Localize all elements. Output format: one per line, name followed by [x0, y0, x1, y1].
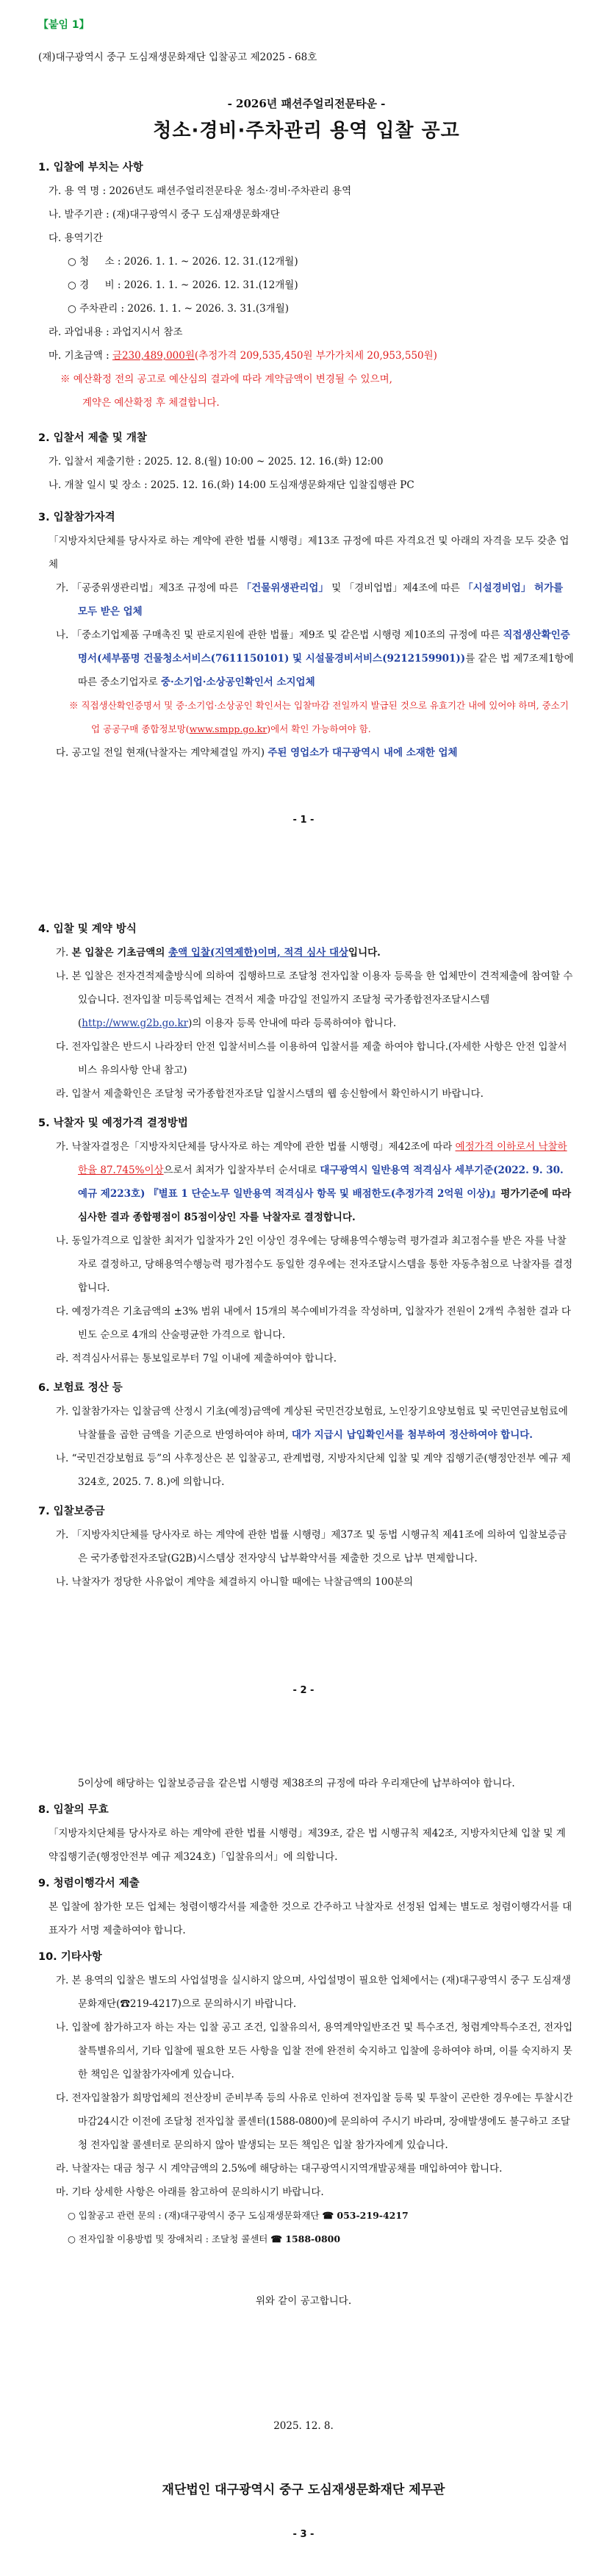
s10-contact-2-label: ○ 전자입찰 이용방법 및 장애처리 : 조달청 콜센터	[68, 2233, 271, 2244]
s10-item-na: 나. 입찰에 참가하고자 하는 자는 입찰 공고 조건, 입찰유의서, 용역계약일반조건 및 특수조건, 청렴계약특수조건, 전자입찰특별유의서, 기타 입찰에 필요한 모든 사항을 입찰 전에 완전히 숙지하고 입찰에 응하여야 하며, 이를 숙지하지 못한 책임은 입찰참가자에게 있습니다.	[56, 2022, 573, 2081]
s1-base-amount-detail: (추정가격 209,535,450원 부가가치세 20,953,550원)	[194, 350, 437, 362]
s3-ga-highlight-1: 「건물위생관리업」	[241, 582, 328, 594]
s3-item-da	[38, 741, 575, 765]
s1-base-amount-label: 마. 기초금액 :	[49, 350, 112, 362]
notice-title: 청소·경비·주차관리 용역 입찰 공고	[153, 120, 460, 142]
s10-item-da: 다. 전자입찰참가 희망업체의 전산장비 준비부족 등의 사유로 인하여 전자입찰 등록 및 투찰이 곤란한 경우에는 투찰시간 마감24시간 이전에 조달청 전자입찰 콜센터(1588-0800)에 문의하여 주시기 바라며, 장애발생에도 불구하고 조달청 전자입찰 콜센터로 문의하지 않아 발생되는 모든 책임은 입찰 참가자에게 있습니다.	[56, 2092, 573, 2151]
s3-na-text: 나. 「중소기업제품 구매촉진 및 판로지원에 관한 법률」제9조 및 같은법 시행령 제10조의 규정에 따른	[56, 629, 503, 641]
s9-body: 본 입찰에 참가한 모든 업체는 청렴이행각서를 제출한 것으로 간주하고 낙찰자로 선정된 업체는 별도로 청렴이행각서를 대표자가 서명 제출하여야 합니다.	[49, 1901, 572, 1936]
section-3-heading: 3. 입찰참가자격	[38, 512, 115, 523]
s5-ga-criteria: 대구광역시 일반용역 적격심사 세부기준(2022. 9. 30. 예규 제223호) 『별표 1 단순노무 일반용역 적격심사 항목 및 배점한도(추정가격 2억원 이상)』	[78, 1164, 564, 1200]
page-3	[0, 1742, 607, 2576]
section-4-heading: 4. 입찰 및 계약 방식	[38, 923, 137, 935]
s5-item-ga	[38, 1135, 575, 1229]
section-9-heading: 9. 청렴이행각서 제출	[38, 1878, 140, 1889]
page-3-content	[38, 1772, 575, 2251]
s4-item-ga	[38, 941, 575, 965]
s5-ga-text-2: 으로서 최저가 입찰자부터 순서대로	[163, 1164, 320, 1176]
section-7-heading: 7. 입찰보증금	[38, 1506, 105, 1517]
s4-ga-bold: 본 입찰은 기초금액의	[71, 947, 169, 959]
s10-ga-text-2: )으로 문의하시기 바랍니다.	[177, 1998, 297, 2010]
s3-intro: 「지방자치단체를 당사자로 하는 계약에 관한 법률 시행령」제13조 규정에 따른 자격요건 및 아래의 자격을 모두 갖춘 업체	[49, 535, 570, 570]
s4-na-text: 나. 본 입찰은 전자견적제출방식에 의하여 집행하므로 조달청 전자입찰 이용자 등록을 한 업체만이 견적제출에 참여할 수 있습니다. 전자입찰 미등록업체는 견적서 제출 마감일 전일까지 조달청 국가종합전자조달시스템(	[56, 970, 573, 1029]
s2-opening: 나. 개찰 일시 및 장소 : 2025. 12. 16.(화) 14:00 도심재생문화재단 입찰집행관 PC	[49, 479, 414, 491]
s5-ga-text: 가. 낙찰자결정은「지방자치단체를 당사자로 하는 계약에 관한 법률 시행령」제42조에 따라	[56, 1141, 456, 1153]
s3-note-link[interactable]: www.smpp.go.kr	[189, 723, 267, 734]
closing-date: 2025. 12. 8.	[273, 2420, 334, 2432]
s6-item-ga	[38, 1400, 575, 1447]
s7-item-ga: 가. 「지방자치단체를 당사자로 하는 계약에 관한 법률 시행령」제37조 및 동법 시행규칙 제41조에 의하여 입찰보증금은 국가종합전자조달(G2B)시스템상 전자양식 납부확약서를 제출한 것으로 납부 면제합니다.	[56, 1529, 567, 1564]
s3-item-ga	[38, 576, 575, 623]
s3-ga-text: 가. 「공중위생관리법」제3조 규정에 따른	[56, 582, 242, 594]
s10-contact-1-phone: ☎ 053-219-4217	[322, 2210, 409, 2221]
s1-base-amount-value: 금230,489,000원	[112, 350, 195, 362]
s1-note-line2: 계약은 예산확정 후 체결합니다.	[82, 397, 220, 409]
s4-ga-highlight: 총액 입찰(지역제한)이며, 적격 심사 대상	[168, 947, 349, 959]
page-number-2: - 2 -	[292, 1685, 315, 1696]
page-2	[0, 867, 607, 1742]
s3-ga-text-2: 및 「경비업법」제4조에 따른	[328, 582, 464, 594]
s4-na-link[interactable]: http://www.g2b.go.kr	[82, 1017, 189, 1029]
s5-ga-rate: 예정가격 이하로서 낙찰하한율 87.745%이상	[78, 1141, 567, 1176]
attachment-tag: 【붙임 1】	[38, 19, 90, 31]
s4-item-da: 다. 전자입찰은 반드시 나라장터 안전 입찰서비스를 이용하여 입찰서를 제출 하여야 합니다.(자세한 사항은 안전 입찰서비스 유의사항 안내 참고)	[56, 1041, 567, 1076]
s10-contact-1-label: ○ 입찰공고 관련 문의 : (재)대구광역시 중구 도심재생문화재단	[68, 2210, 323, 2221]
s1-task: 라. 과업내용 : 과업지시서 참조	[49, 326, 183, 338]
s3-da-highlight: 주된 영업소가 대구광역시 내에 소재한 업체	[267, 747, 458, 759]
issuer-signature: 재단법인 대구광역시 중구 도심재생문화재단 제무관	[162, 2483, 445, 2497]
s3-na-highlight-2: 중·소기업·소상공인확인서 소지업체	[160, 676, 315, 688]
s3-note-text-2: )에서 확인 가능하여야 함.	[267, 723, 371, 734]
s8-body: 「지방자치단체를 당사자로 하는 계약에 관한 법률 시행령」제39조, 같은 법 시행규칙 제42조, 지방자치단체 입찰 및 계약집행기준(행정안전부 예규 제324호)「입찰유의서」에 의합니다.	[49, 1828, 566, 1863]
s10-ga-phone: ☎219-4217	[120, 1998, 178, 2010]
page-1-content	[38, 13, 575, 765]
s10-contact-2-phone: ☎ 1588-0800	[270, 2233, 341, 2244]
closing-text: 위와 같이 공고합니다.	[255, 2295, 352, 2307]
page-2-content	[38, 917, 575, 1594]
s5-item-da: 다. 예정가격은 기초금액의 ±3% 범위 내에서 15개의 복수예비가격을 작성하며, 입찰자가 전원이 2개씩 추첨한 결과 다빈도 순으로 4개의 산술평균한 가격으로 합니다.	[56, 1306, 571, 1341]
section-8-heading: 8. 입찰의 무효	[38, 1804, 109, 1816]
s3-na-text-2: 를 같은 법 제7조제1항에 따른 중소기업자로	[78, 653, 574, 688]
notice-number: (재)대구광역시 중구 도심재생문화재단 입찰공고 제2025 - 68호	[38, 51, 317, 63]
section-1-heading: 1. 입찰에 부치는 사항	[38, 162, 143, 173]
s10-item-ma: 마. 기타 상세한 사항은 아래를 참고하여 문의하시기 바랍니다.	[56, 2186, 324, 2198]
section-10-heading: 10. 기타사항	[38, 1951, 102, 1963]
s7-item-na: 나. 낙찰자가 정당한 사유없이 계약을 체결하지 아니할 때에는 낙찰금액의 100분의	[56, 1576, 413, 1588]
s6-ga-highlight: 대가 지급시 납입확인서를 첨부하여 정산하여야 합니다.	[291, 1429, 534, 1441]
page-number-3: - 3 -	[292, 2529, 315, 2540]
s4-item-ra: 라. 입찰서 제출확인은 조달청 국가종합전자조달 입찰시스템의 웹 송신함에서 확인하시기 바랍니다.	[56, 1088, 484, 1100]
s1-period-label: 다. 용역기간	[49, 232, 103, 244]
s10-contact-1	[38, 2204, 575, 2228]
s10-contact-2	[38, 2228, 575, 2251]
s3-na-highlight: 직접생산확인증명서(세부품명 건물청소서비스(7611150101) 및 시설물경비서비스(9212159901))	[78, 629, 570, 665]
s7-item-na-continued: 5이상에 해당하는 입찰보증금을 같은법 시행령 제38조의 규정에 따라 우리재단에 납부하여야 합니다.	[78, 1778, 515, 1789]
s1-period-security: ○ 경 비 : 2026. 1. 1. ~ 2026. 12. 31.(12개월)	[68, 279, 298, 291]
section-2-heading: 2. 입찰서 제출 및 개찰	[38, 432, 147, 444]
s10-item-ra: 라. 낙찰자는 대금 청구 시 계약금액의 2.5%에 해당하는 대구광역시지역개발공채를 매입하여야 합니다.	[56, 2163, 503, 2175]
s1-service-name: 가. 용 역 명 : 2026년도 패션주얼리전문타운 청소·경비·주차관리 용역	[49, 185, 352, 197]
s6-item-na: 나. “국민건강보험료 등”의 사후정산은 본 입찰공고, 관계법령, 지방자치단체 입찰 및 계약 집행기준(행정안전부 예규 제324호, 2025. 7. 8.)에 의합니다.	[56, 1453, 571, 1488]
s10-item-ga	[38, 1969, 575, 2016]
section-5-heading: 5. 낙찰자 및 예정가격 결정방법	[38, 1117, 188, 1129]
s3-item-na	[38, 623, 575, 694]
s4-item-na	[38, 965, 575, 1035]
s5-item-ra: 라. 적격심사서류는 통보일로부터 7일 이내에 제출하여야 합니다.	[56, 1353, 337, 1364]
s3-note-text: ※ 직접생산확인증명서 및 중·소기업·소상공인 확인서는 입찰마감 전일까지 발급된 것으로 유효기간 내에 있어야 하며, 중소기업 공공구매 종합정보망(	[69, 700, 569, 734]
page-number-1: - 1 -	[292, 815, 315, 826]
s3-ga-highlight-2: 「시설경비업」 허가를 모두 받은 업체	[78, 582, 564, 618]
s4-ga-suffix: 입니다.	[348, 947, 381, 959]
s1-base-amount	[38, 344, 575, 368]
s1-period-cleaning: ○ 청 소 : 2026. 1. 1. ~ 2026. 12. 31.(12개월)	[68, 256, 298, 268]
s3-da-text: 다. 공고일 전일 현재(낙찰자는 계약체결일 까지)	[56, 747, 268, 759]
section-6-heading: 6. 보험료 정산 등	[38, 1382, 123, 1394]
s4-na-text-2: )의 이용자 등록 안내에 따라 등록하여야 합니다.	[188, 1017, 397, 1029]
s1-note-line1: ※ 예산확정 전의 공고로 예산심의 결과에 따라 계약금액이 변경될 수 있으며,	[60, 373, 392, 385]
s2-deadline: 가. 입찰서 제출기한 : 2025. 12. 8.(월) 10:00 ~ 2025. 12. 16.(화) 12:00	[49, 456, 384, 468]
s10-ga-text: 가. 본 용역의 입찰은 별도의 사업설명을 실시하지 않으며, 사업설명이 필요한 업체에서는 (재)대구광역시 중구 도심재생문화재단(	[56, 1975, 571, 2010]
s6-ga-text: 가. 입찰참가자는 입찰금액 산정시 기초(예정)금액에 계상된 국민건강보험료, 노인장기요양보험료 및 국민연금보험료에 낙찰률을 곱한 금액을 기준으로 반영하여야 하며,	[56, 1406, 568, 1441]
s5-ga-text-3: 평가기준에 따라 심사한 결과 종합평점이 85점이상인 자를 낙찰자로 결정합니다.	[78, 1188, 572, 1223]
notice-subtitle: - 2026년 패션주얼리전문타운 -	[227, 97, 386, 110]
s5-item-na: 나. 동일가격으로 입찰한 최저가 입찰자가 2인 이상인 경우에는 당해용역수행능력 평가결과 최고점수를 받은 자를 낙찰자로 결정하고, 당해용역수행능력 평가점수도 동일한 경우에는 전자조달시스템을 통한 자동추첨으로 낙찰자를 결정합니다.	[56, 1235, 573, 1294]
s1-agency: 나. 발주기관 : (재)대구광역시 중구 도심재생문화재단	[49, 209, 280, 221]
s3-note	[38, 694, 575, 741]
s4-ga-prefix: 가.	[56, 947, 72, 959]
s1-period-parking: ○ 주차관리 : 2026. 1. 1. ~ 2026. 3. 31.(3개월)	[68, 303, 290, 315]
page-1	[0, 0, 607, 867]
